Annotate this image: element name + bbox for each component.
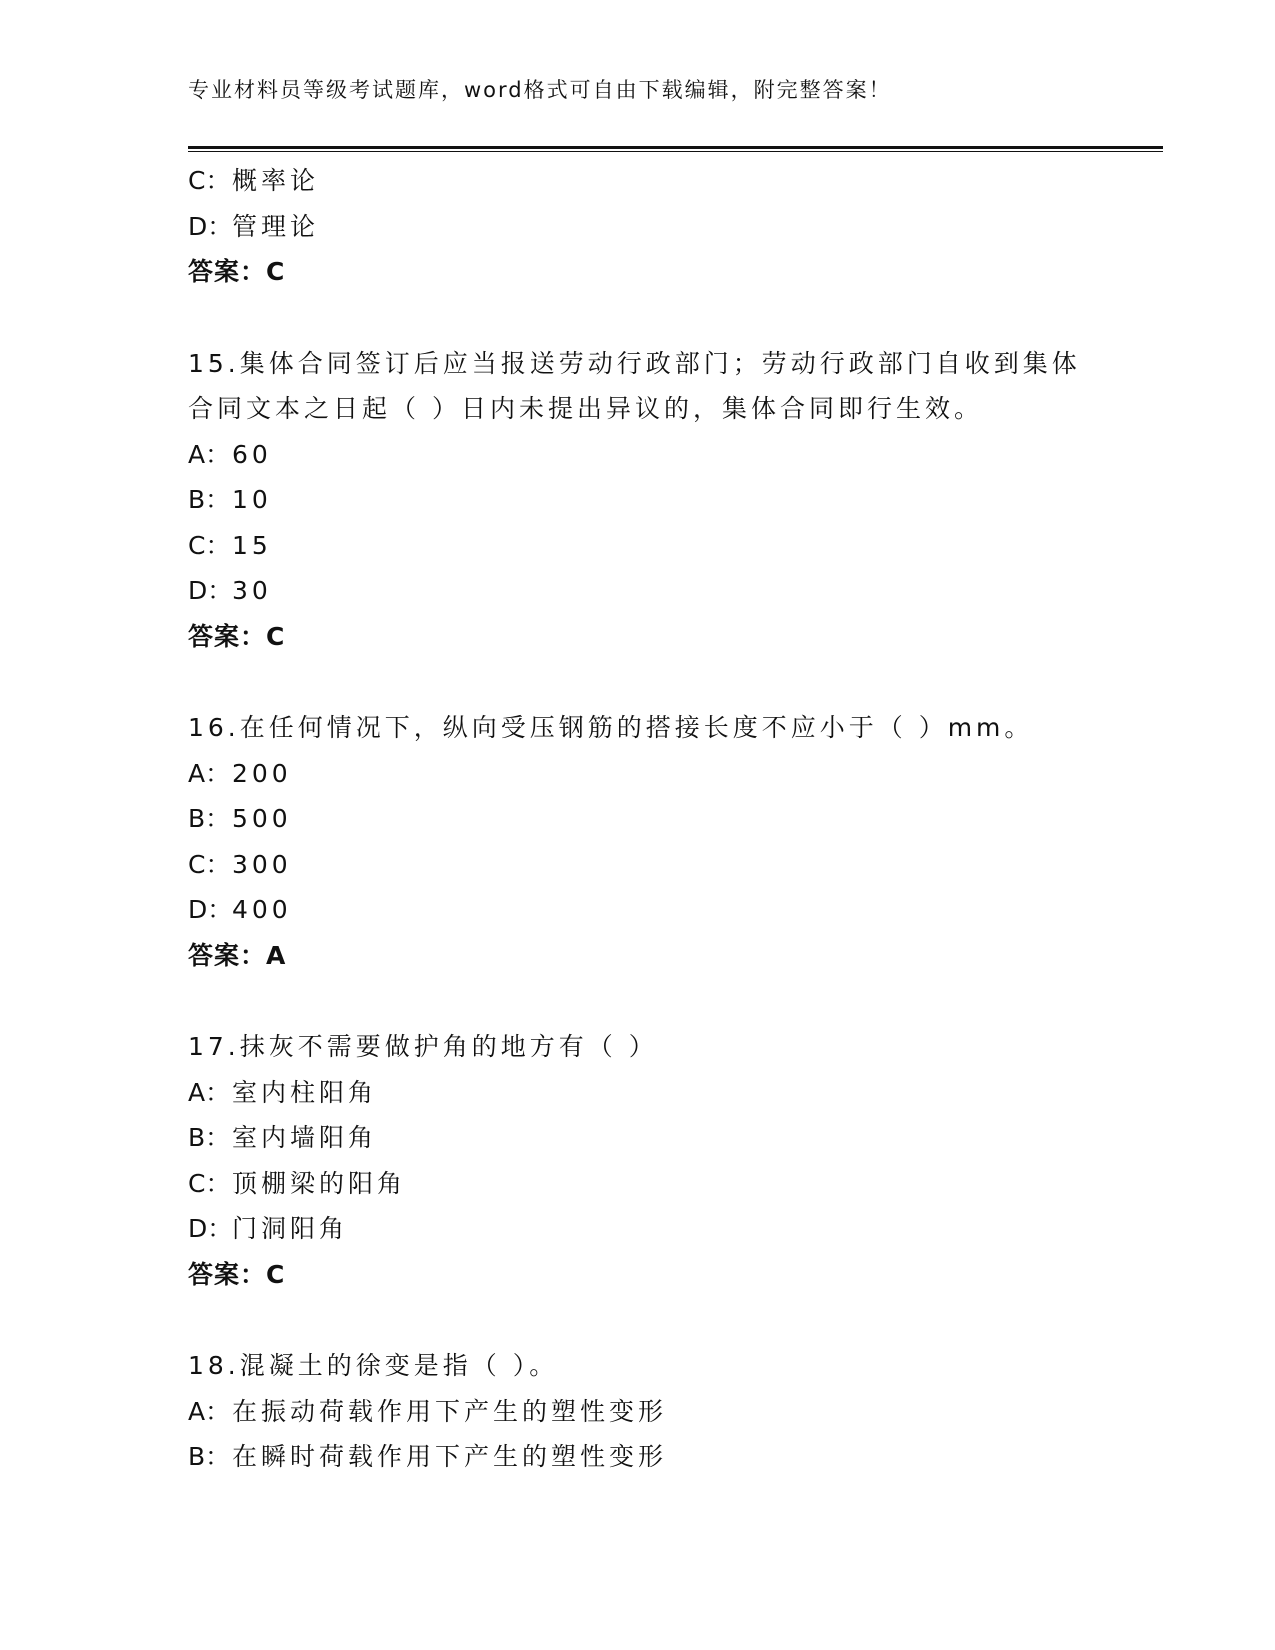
page-header: 专业材料员等级考试题库，word格式可自由下载编辑，附完整答案！ <box>188 78 892 102</box>
question-content <box>188 158 1148 1480</box>
option-text: 顶棚梁的阳角 <box>232 1168 407 1198</box>
option-letter: D： <box>188 211 233 241</box>
question-text: 15.集体合同签订后应当报送劳动行政部门；劳动行政部门自收到集体合同文本之日起（ ）日内未提出异议的，集体合同即行生效。 <box>188 348 1081 423</box>
option-letter: B： <box>188 1123 231 1152</box>
option-letter: D： <box>188 1214 233 1243</box>
option-letter: D： <box>188 895 233 924</box>
option-text: 概率论 <box>232 166 320 195</box>
option-text: 15 <box>232 530 272 560</box>
option-d <box>188 568 1148 614</box>
option-text: 管理论 <box>232 211 320 241</box>
option-letter: B： <box>188 1442 231 1471</box>
option-b <box>188 1115 1148 1161</box>
answer-line: 答案：C <box>188 257 286 286</box>
option-d <box>188 1206 1148 1252</box>
answer-line: 答案：A <box>188 940 287 970</box>
question-15 <box>188 341 1148 660</box>
option-letter: C： <box>188 166 231 195</box>
option-text: 室内墙阳角 <box>232 1123 378 1152</box>
option-d <box>188 887 1148 933</box>
option-text: 400 <box>232 895 292 924</box>
option-text: 10 <box>232 485 272 514</box>
option-letter: C： <box>188 849 231 879</box>
option-a <box>188 1389 1148 1435</box>
option-c <box>188 158 1148 204</box>
option-letter: A： <box>188 439 231 469</box>
option-letter: C： <box>188 530 231 560</box>
spacer <box>188 295 1148 341</box>
option-text: 室内柱阳角 <box>232 1077 378 1107</box>
option-a <box>188 751 1148 797</box>
option-letter: C： <box>188 1168 231 1198</box>
option-text: 300 <box>232 849 292 879</box>
option-text: 门洞阳角 <box>232 1214 349 1243</box>
option-text: 30 <box>232 576 272 605</box>
question-text: 16.在任何情况下，纵向受压钢筋的搭接长度不应小于（ ）mm。 <box>188 713 1034 742</box>
header-divider <box>188 146 1163 152</box>
question-partial <box>188 158 1148 295</box>
option-text: 500 <box>232 804 292 833</box>
option-letter: D： <box>188 576 233 605</box>
spacer <box>188 1297 1148 1343</box>
question-17 <box>188 1024 1148 1297</box>
option-letter: A： <box>188 1396 231 1426</box>
option-c <box>188 842 1148 888</box>
option-a <box>188 1070 1148 1116</box>
option-b <box>188 1434 1148 1480</box>
option-text: 200 <box>232 758 292 788</box>
spacer <box>188 978 1148 1024</box>
option-a <box>188 432 1148 478</box>
option-letter: A： <box>188 758 231 788</box>
option-b <box>188 796 1148 842</box>
option-c <box>188 523 1148 569</box>
option-text: 60 <box>232 439 272 469</box>
question-text: 17.抹灰不需要做护角的地方有（ ） <box>188 1032 658 1061</box>
question-18 <box>188 1343 1148 1480</box>
option-letter: B： <box>188 804 231 833</box>
question-16 <box>188 705 1148 978</box>
option-letter: B： <box>188 485 231 514</box>
option-letter: A： <box>188 1077 231 1107</box>
answer-line: 答案：C <box>188 621 286 651</box>
spacer <box>188 659 1148 705</box>
option-b <box>188 477 1148 523</box>
option-d <box>188 204 1148 250</box>
answer-line: 答案：C <box>188 1259 286 1289</box>
question-text: 18.混凝土的徐变是指（ ）。 <box>188 1351 559 1380</box>
option-text: 在瞬时荷载作用下产生的塑性变形 <box>232 1442 668 1471</box>
option-text: 在振动荷载作用下产生的塑性变形 <box>232 1396 668 1426</box>
option-c <box>188 1161 1148 1207</box>
